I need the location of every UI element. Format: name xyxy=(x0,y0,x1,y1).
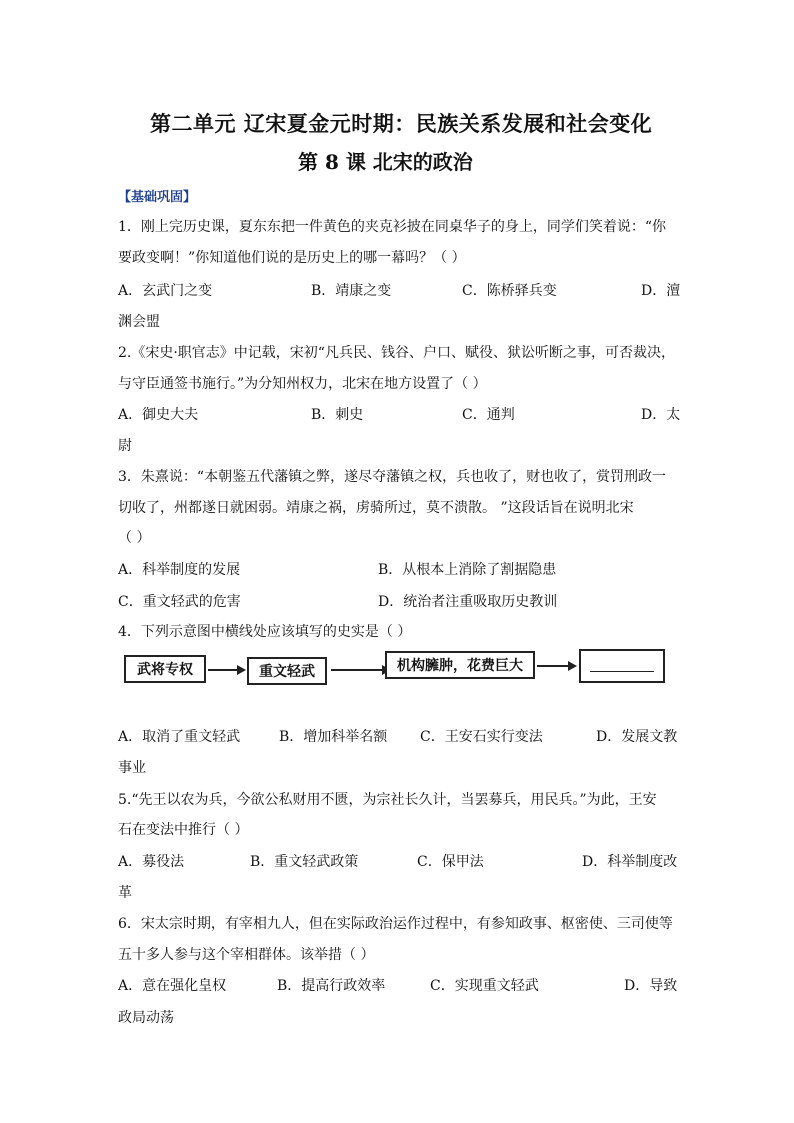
question-2-option-wrap: 尉 xyxy=(118,438,132,454)
question-1-option-b: B．靖康之变 xyxy=(311,283,392,299)
question-2-line-2: 与守臣通签书施行。”为分知州权力，北宋在地方设置了（ ） xyxy=(118,376,487,392)
question-1-option-c: C．陈桥驿兵变 xyxy=(462,283,557,299)
question-4-line-1: 4．下列示意图中横线处应该填写的史实是（ ） xyxy=(118,624,412,640)
question-6-option-b: B．提高行政效率 xyxy=(277,978,386,994)
answer-blank xyxy=(590,661,654,672)
question-6-option-wrap: 政局动荡 xyxy=(118,1010,174,1026)
question-6-line-1: 6．宋太宗时期，有宰相九人，但在实际政治运作过程中，有参知政事、枢密使、三司使等 xyxy=(118,916,673,932)
question-5-line-2: 石在变法中推行（ ） xyxy=(118,822,249,838)
question-5-option-c: C．保甲法 xyxy=(417,854,484,870)
question-3-line-3: （ ） xyxy=(118,530,151,546)
arrow-right-icon xyxy=(537,665,569,667)
diagram-box-2: 重文轻武 xyxy=(247,657,327,685)
question-5-option-d: D．科举制度改 xyxy=(582,854,678,870)
question-1-line-2: 要政变啊！”你知道他们说的是历史上的哪一幕吗？（ ） xyxy=(118,250,466,266)
question-2-option-b: B．刺史 xyxy=(311,407,364,423)
question-5-option-wrap: 革 xyxy=(118,885,132,901)
question-1-line-1: 1．刚上完历史课，夏东东把一件黄色的夹克衫披在同桌华子的身上，同学们笑着说：“你 xyxy=(118,219,667,235)
section-heading: 【基础巩固】 xyxy=(118,190,197,205)
question-4-option-a: A．取消了重文轻武 xyxy=(118,729,241,745)
arrow-right-icon xyxy=(331,669,383,671)
question-3-option-d: D．统治者注重吸取历史教训 xyxy=(378,594,558,610)
question-6-option-d: D．导致 xyxy=(624,978,678,994)
arrow-right-icon xyxy=(208,669,238,671)
question-4-option-b: B．增加科举名额 xyxy=(279,729,388,745)
question-3-option-c: C．重文轻武的危害 xyxy=(118,594,241,610)
question-6-line-2: 五十多人参与这个宰相群体。该举措（ ） xyxy=(118,947,375,963)
question-5-line-1: 5.“先王以农为兵，今欲公私财用不匮，为宗社长久计，当罢募兵，用民兵。”为此，王安 xyxy=(118,792,657,808)
question-4-option-wrap: 事业 xyxy=(118,760,146,776)
question-1-option-wrap: 渊会盟 xyxy=(118,314,160,330)
diagram-blank-box xyxy=(579,649,665,683)
unit-title: 第二单元 辽宋夏金元时期：民族关系发展和社会变化 xyxy=(150,111,653,136)
question-5-option-a: A．募役法 xyxy=(118,854,185,870)
question-4-option-d: D．发展文教 xyxy=(596,729,678,745)
question-1-option-a: A．玄武门之变 xyxy=(118,283,213,299)
diagram-box-1: 武将专权 xyxy=(124,655,206,683)
question-2-option-c: C．通判 xyxy=(462,407,515,423)
question-5-option-b: B．重文轻武政策 xyxy=(250,854,359,870)
lesson-title: 第 8 课 北宋的政治 xyxy=(298,150,473,174)
question-2-option-d: D．太 xyxy=(641,407,681,423)
question-3-option-a: A．科举制度的发展 xyxy=(118,562,241,578)
question-3-option-b: B．从根本上消除了割据隐患 xyxy=(378,562,557,578)
question-4-option-c: C．王安石实行变法 xyxy=(420,729,543,745)
question-2-line-1: 2.《宋史·职官志》中记载，宋初“凡兵民、钱谷、户口、赋役、狱讼听断之事，可否裁决， xyxy=(118,345,675,361)
diagram-box-3: 机构臃肿，花费巨大 xyxy=(385,651,535,679)
question-1-option-d: D．澶 xyxy=(641,283,681,299)
question-6-option-c: C．实现重文轻武 xyxy=(430,978,539,994)
question-3-line-2: 切收了，州都遂日就困弱。靖康之祸，虏骑所过，莫不溃散。 ”这段话旨在说明北宋 xyxy=(118,500,634,516)
flow-diagram xyxy=(118,645,678,695)
question-2-option-a: A．御史大夫 xyxy=(118,407,199,423)
question-6-option-a: A．意在强化皇权 xyxy=(118,978,227,994)
question-3-line-1: 3．朱熹说：“本朝鉴五代藩镇之弊，遂尽夺藩镇之权，兵也收了，财也收了，赏罚刑政一 xyxy=(118,469,667,485)
